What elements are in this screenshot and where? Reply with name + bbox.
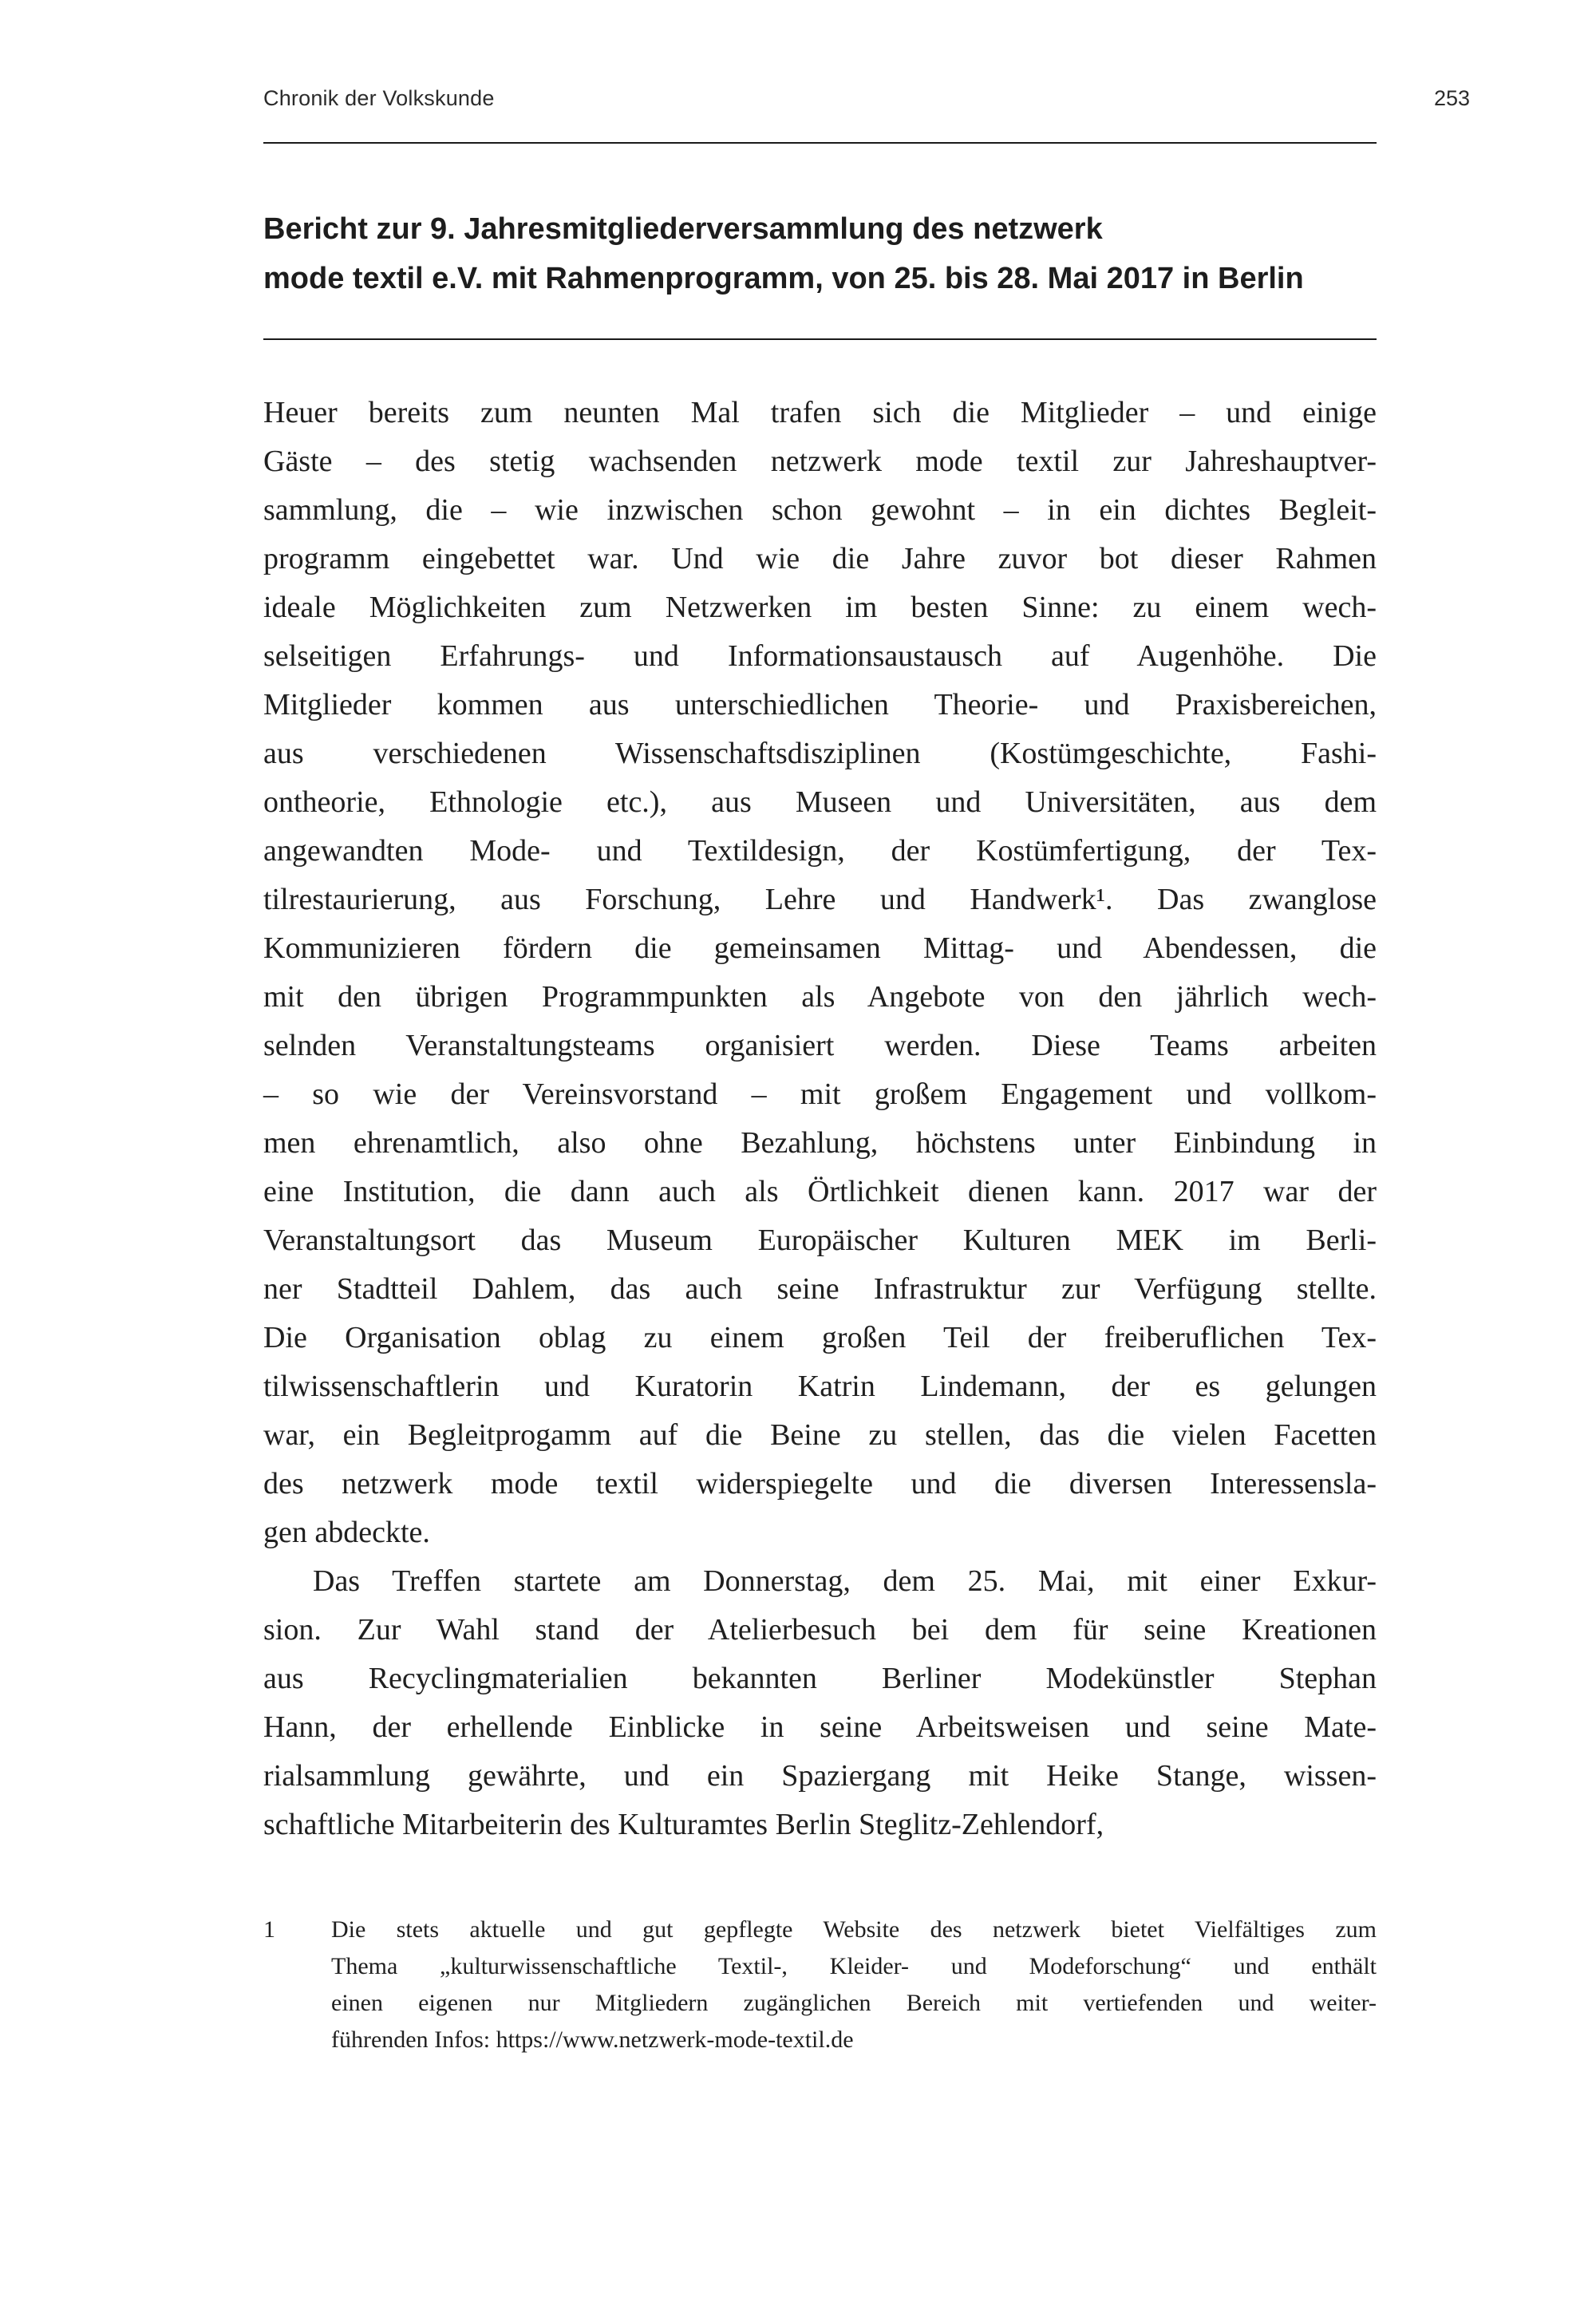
article-title-line-2: mode textil e.V. mit Rahmenprogramm, von 25. bis 28. Mai 2017 in Berlin <box>263 262 1304 295</box>
text-line: Die stets aktuelle und gut gepflegte Website des netzwerk bietet Vielfältiges zum <box>331 1916 1377 1943</box>
text-line: Hann, der erhellende Einblicke in seine Arbeitsweisen und seine Mate- <box>263 1710 1377 1744</box>
text-line: eine Institution, die dann auch als Örtlichkeit dienen kann. 2017 war der <box>263 1175 1377 1208</box>
text-line: ner Stadtteil Dahlem, das auch seine Infrastruktur zur Verfügung stellte. <box>263 1272 1377 1306</box>
text-line: war, ein Begleitprogamm auf die Beine zu stellen, das die vielen Facetten <box>263 1418 1377 1452</box>
footnote <box>263 1912 1377 2058</box>
text-line: selseitigen Erfahrungs- und Informationsaustausch auf Augenhöhe. Die <box>263 639 1377 673</box>
text-line: gen abdeckte. <box>263 1516 430 1549</box>
text-line: Veranstaltungsort das Museum Europäischer Kulturen MEK im Berli- <box>263 1224 1377 1257</box>
text-line: – so wie der Vereinsvorstand – mit großem Engagement und vollkom- <box>263 1077 1377 1111</box>
text-line: einen eigenen nur Mitgliedern zugänglichen Bereich mit vertiefenden und weiter- <box>331 1990 1377 2016</box>
footnote-number: 1 <box>263 1916 275 1943</box>
text-line: des netzwerk mode textil widerspiegelte und die diversen Interessensla- <box>263 1467 1377 1500</box>
body-paragraph-1 <box>263 389 1377 1557</box>
text-line: Gäste – des stetig wachsenden netzwerk mode textil zur Jahreshauptver- <box>263 445 1377 478</box>
text-line: angewandten Mode- und Textildesign, der Kostümfertigung, der Tex- <box>263 834 1377 868</box>
page-number: 253 <box>1433 86 1470 110</box>
text-line: selnden Veranstaltungsteams organisiert werden. Diese Teams arbeiten <box>263 1029 1377 1062</box>
text-line: Thema „kulturwissenschaftliche Textil-, Kleider- und Modeforschung“ und enthält <box>331 1953 1377 1979</box>
text-line: sammlung, die – wie inzwischen schon gewohnt – in ein dichtes Begleit- <box>263 493 1377 527</box>
title-rule <box>263 338 1377 340</box>
text-line: aus Recyclingmaterialien bekannten Berliner Modekünstler Stephan <box>263 1662 1377 1695</box>
text-line: tilrestaurierung, aus Forschung, Lehre und Handwerk¹. Das zwanglose <box>263 883 1377 916</box>
text-line: aus verschiedenen Wissenschaftsdisziplinen (Kostümgeschichte, Fashi- <box>263 737 1377 770</box>
article-title-line-1: Bericht zur 9. Jahresmitgliederversammlung des netzwerk <box>263 212 1103 246</box>
body-paragraph-2 <box>263 1557 1377 1849</box>
article-body <box>263 389 1377 1849</box>
running-title: Chronik der Volkskunde <box>263 86 495 110</box>
text-line: ideale Möglichkeiten zum Netzwerken im besten Sinne: zu einem wech- <box>263 591 1377 624</box>
text-line: Kommunizieren fördern die gemeinsamen Mittag- und Abendessen, die <box>263 931 1377 965</box>
text-line: programm eingebettet war. Und wie die Jahre zuvor bot dieser Rahmen <box>263 542 1377 575</box>
text-line: men ehrenamtlich, also ohne Bezahlung, höchstens unter Einbindung in <box>263 1126 1377 1160</box>
text-line: schaftliche Mitarbeiterin des Kulturamtes Berlin Steglitz-Zehlendorf, <box>263 1808 1104 1841</box>
text-line: rialsammlung gewährte, und ein Spaziergang mit Heike Stange, wissen- <box>263 1759 1377 1793</box>
text-line: mit den übrigen Programmpunkten als Angebote von den jährlich wech- <box>263 980 1377 1014</box>
footnote-text <box>331 1912 1377 2058</box>
text-line: Die Organisation oblag zu einem großen Teil der freiberuflichen Tex- <box>263 1321 1377 1354</box>
article-title <box>263 204 1396 303</box>
text-line: Mitglieder kommen aus unterschiedlichen Theorie- und Praxisbereichen, <box>263 688 1377 722</box>
text-line: ontheorie, Ethnologie etc.), aus Museen und Universitäten, aus dem <box>263 785 1377 819</box>
text-line: tilwissenschaftlerin und Kuratorin Katrin Lindemann, der es gelungen <box>263 1370 1377 1403</box>
text-line: Das Treffen startete am Donnerstag, dem 25. Mai, mit einer Exkur- <box>313 1564 1377 1598</box>
header-rule <box>263 142 1377 144</box>
text-line: sion. Zur Wahl stand der Atelierbesuch bei dem für seine Kreationen <box>263 1613 1377 1647</box>
text-line: führenden Infos: https://www.netzwerk-mode-textil.de <box>331 2026 854 2053</box>
text-line: Heuer bereits zum neunten Mal trafen sich die Mitglieder – und einige <box>263 396 1377 429</box>
